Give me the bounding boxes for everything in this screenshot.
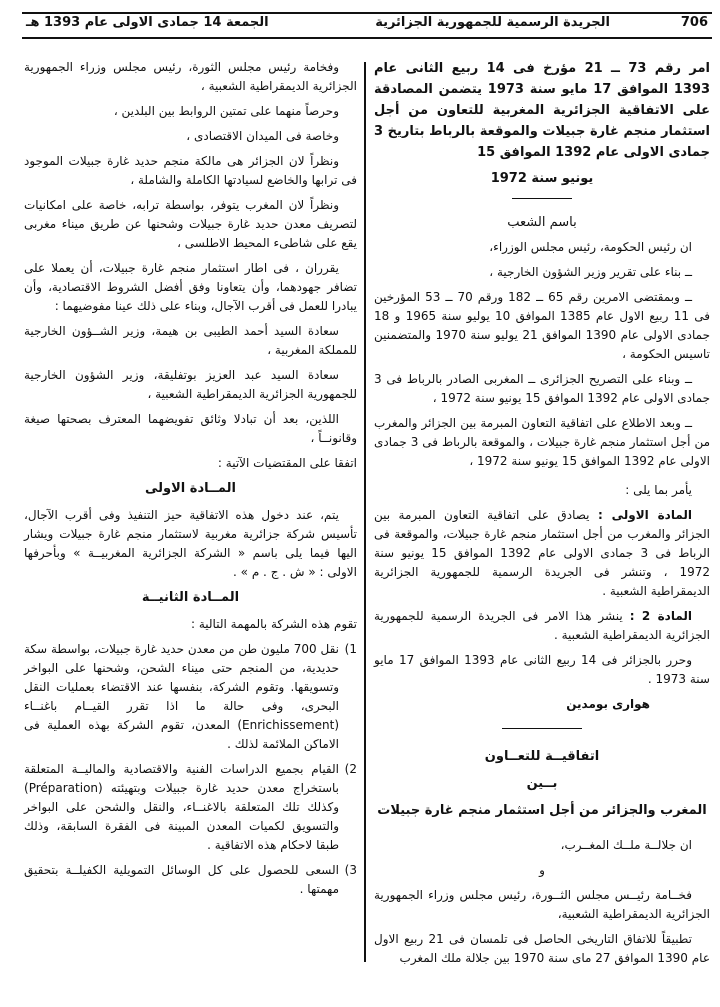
agreement-title-parties: المغرب والجزائر من أجل استثمار منجم غارة جبيلات [377, 803, 707, 818]
and: و [539, 863, 545, 877]
paragraph: يقرران ، فى اطار استثمار منجم غارة جبيلات، أن يعملا على تضافر جهودهما، وأن يتعاونا وفق أفضل الشروط الاقتصادية، وأن يبادرا للعمل فى أقرب الآجال، وبناء على ذلك عينا مفوضيهما : [24, 261, 357, 313]
application: تطبيقاً للاتفاق التاريخى الحاصل فى تلمسان فى 21 ربيع الاول عام 1390 الموافق 27 ماى سنة 1970 بين جلالة ملك المغرب [374, 932, 710, 965]
item-number: 3) [344, 863, 357, 877]
party-2: فخــامة رئيــس مجلس الثــورة، رئيس مجلس وزراء الجمهورية الجزائرية الديمقراطية الشعبية، [374, 888, 710, 921]
page-number: 706 [680, 15, 708, 30]
separator [512, 198, 572, 199]
signature: هوارى بومدين [566, 697, 650, 711]
agreement-title: اتفاقيــة للتعــاون [484, 749, 600, 764]
left-column [24, 58, 357, 905]
paragraph: وخاصة فى الميدان الاقتصادى ، [186, 129, 339, 143]
intro: ان رئيس الحكومة، رئيس مجلس الوزراء، [489, 240, 692, 254]
header-top-rule [22, 12, 712, 14]
article-1-text: يصادق على اتفاقية التعاون المبرمة بين الجزائر والمغرب من أجل استثمار منجم غارة جبيلات، والموقعة فى الرباط فى 3 جمادى الاولى عام 1392 الموافق 15 يونيو سنة 1972 ، وتنشر فى الجريدة الرسمية للجمهورية الجزائرية الديمقراطية الشعبية . [374, 508, 711, 598]
list-item [24, 640, 357, 754]
paragraph: اللذين، بعد أن تبادلا وثائق تفويضهما المعترف بصحتها صيغة وقانونــاً ، [24, 412, 357, 445]
article-2 [374, 607, 710, 645]
journal-title: الجريدة الرسمية للجمهورية الجزائرية [375, 15, 610, 30]
right-column [374, 58, 710, 974]
item-number: 2) [344, 762, 357, 776]
issue-date: الجمعة 14 جمادى الاولى عام 1393 هـ [26, 15, 269, 30]
done-at: وحرر بالجزائر فى 14 ربيع الثانى عام 1393 الموافق 17 مايو سنة 1973 . [374, 653, 710, 686]
in-the-name-of-people: باسم الشعب [507, 215, 577, 230]
separator [502, 728, 582, 729]
item-text: السعى للحصول على كل الوسائل التمويلية الكفيلــة بتحقيق مهمتها . [24, 863, 339, 896]
article-2-label: المادة 2 : [629, 609, 692, 623]
recital: ــ وبناء على التصريح الجزائرى ــ المغربى الصادر بالرباط فى 3 جمادى الاولى عام 1392 الموافق 15 يونيو سنة 1972 ، [374, 372, 710, 405]
paragraph: وفخامة رئيس مجلس الثورة، رئيس مجلس وزراء الجمهورية الجزائرية الديمقراطية الشعبية ، [24, 60, 357, 93]
paragraph: وحرصاً منهما على تمتين الروابط بين البلدين ، [113, 104, 339, 118]
ordinance-title: امر رقم 73 ــ 21 مؤرخ فى 14 ربيع الثانى عام 1393 الموافق 17 مايو سنة 1973 يتضمن المصادقة على الاتفاقية الجزائرية المغربية للتعاون من أجل استثمار منجم غارة جبيلات والموقعة بالرباط بتاريخ 3 جمادى الاولى عام 1392 الموافق 15 [374, 61, 710, 160]
agreement-title-between: بــين [526, 776, 558, 791]
list-item [24, 760, 357, 855]
list-item [24, 861, 357, 899]
item-text: نقل 700 مليون طن من معدن حديد غارة جبيلات، بواسطة سكة حديدية، من المنجم حتى ميناء الشحن، وشحنها على البواخر وتسويقها. وتقوم الشركة، بنفسها عند الاقتضاء بعمليات النقل البحرى، وفى حالة ما اذا تقرر القيــام باغنــاء (Enrichissement) المعدن، تقوم الشركة بهذه العملية فى الاماكن الملائمة لذلك . [24, 642, 339, 751]
paragraph: اتفقا على المقتضيات الآتية : [217, 456, 357, 470]
ordinance-title-end: يونيو سنة 1972 [490, 171, 594, 186]
article-1-text: يتم، عند دخول هذه الاتفاقية حيز التنفيذ وفى أقرب الآجال، تأسيس شركة جزائرية مغربية لاستثمار منجم غارة جبيلات ويشار اليها فيما يلى باسم « الشركة الجزائرية المغربيــة » وبأحرفها الاولى : « ش . ج . م » . [24, 508, 357, 579]
article-1-label: المادة الاولى : [597, 508, 692, 522]
column-divider [364, 62, 366, 962]
paragraph: ونظراً لان المغرب يتوفر، بواسطة ترابه، خاصة على امكانيات لتصريف معدن حديد غارة جبيلات وشحنها عن طريق ميناء مغربى يقع على شاطىء المحيط الاطلسى ، [24, 198, 357, 250]
item-number: 1) [344, 642, 357, 656]
party-1: ان جلالــة ملــك المغــرب، [560, 838, 692, 852]
article-1-heading: المــادة الاولى [145, 481, 236, 496]
item-text: القيام بجميع الدراسات الفنية والاقتصادية والماليــة المتعلقة باستخراج معدن حديد غارة جبيلات وبتهيئته (Préparation) وكذلك تلك المتعلقة بالاغنــاء، والنقل والشحن على البواخر والتسويق لكميات المعدن المبينة فى الفقرة السابقة، وذلك طبقا لاحكام هذه الاتفاقية . [24, 762, 339, 852]
article-2-heading: المــادة الثانيــة [141, 590, 240, 605]
recital: ــ وبمقتضى الامرين رقم 65 ــ 182 ورقم 70 ــ 53 المؤرخين فى 11 ربيع الاول عام 1385 الموافق 10 يوليو سنة 1965 و 18 جمادى الاولى عام 1390 الموافق 21 يوليو سنة 1970 والمتضمنين تاسيس الحكومة ، [374, 290, 710, 361]
paragraph: ونظراً لان الجزائر هى مالكة منجم حديد غارة جبيلات الموجود فى ترابها والخاضع لسيادتها الكاملة والشاملة ، [24, 154, 357, 187]
paragraph: سعادة السيد عبد العزيز بوتفليقة، وزير الشؤون الخارجية للجمهورية الجزائرية الديمقراطية الشعبية ، [24, 368, 357, 401]
recital: ــ وبعد الاطلاع على اتفاقية التعاون المبرمة بين الجزائر والمغرب من أجل استثمار منجم غارة جبيلات ، والموقعة بالرباط فى 3 جمادى الاولى عام 1392 الموافق 15 يونيو سنة 1972 ، [374, 416, 711, 468]
article-1 [374, 506, 710, 601]
article-2-text: ينشر هذا الامر فى الجريدة الرسمية للجمهورية الجزائرية الديمقراطية الشعبية . [374, 609, 710, 642]
article-2-intro: تقوم هذه الشركة بالمهمة التالية : [190, 617, 357, 631]
recital: ــ بناء على تقرير وزير الشؤون الخارجية ، [489, 265, 692, 279]
paragraph: سعادة السيد أحمد الطيبى بن هيمة، وزير الشــؤون الخارجية للمملكة المغربية ، [24, 324, 357, 357]
header-bottom-rule [22, 37, 712, 39]
orders: يأمر بما يلى : [625, 483, 692, 497]
